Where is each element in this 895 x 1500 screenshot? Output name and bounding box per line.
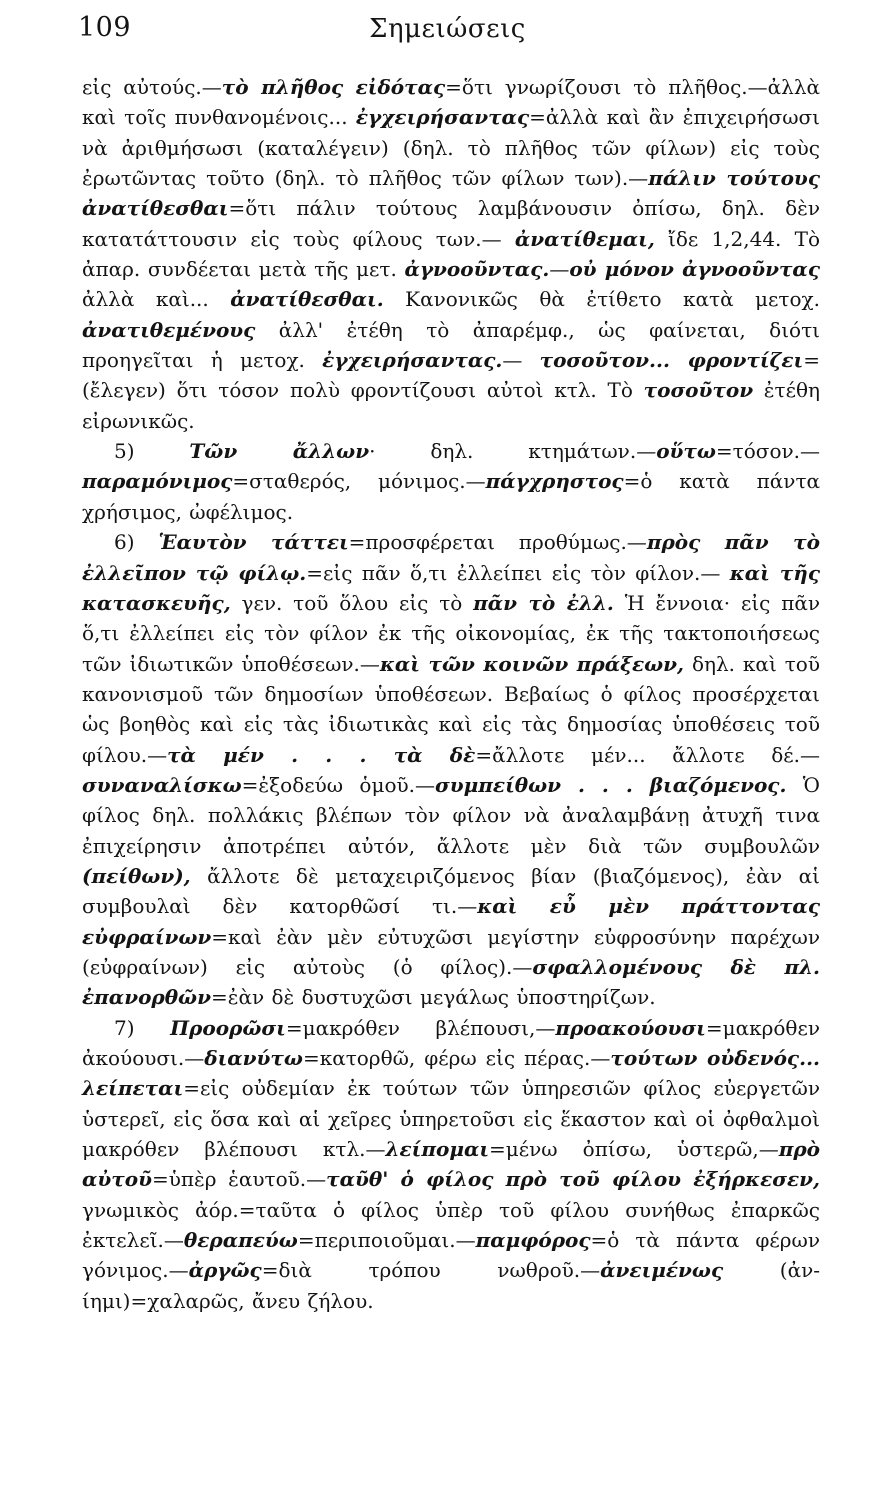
gloss-text: ἄλλοτε δὲ μεταχειριζόμενος βίαν (βιαζόμενος), ἐὰν αἱ συμβουλαὶ δὲν κατορθῶσί τι.—	[82, 863, 820, 919]
note-paragraph	[82, 1013, 820, 1316]
gloss-text: =περιποιοῦμαι.—	[297, 1228, 476, 1253]
gloss-text: =ἄλλοτε μέν... ἄλλοτε δέ.—	[475, 742, 820, 767]
gloss-text: =κατορθῶ, φέρω εἰς πέρας.—	[302, 1046, 611, 1070]
running-title: Σημειώσεις	[369, 14, 526, 44]
lemma-term: τὰ μέν . . . τὰ δὲ	[167, 742, 476, 767]
lemma-term: παραμόνιμος	[82, 469, 233, 494]
gloss-text: =ἐὰν δὲ δυστυχῶσι μεγάλως ὑποστηρίζων.	[210, 985, 656, 1010]
gloss-text: =τόσον.—	[715, 439, 820, 464]
gloss-text: =ὅτι πάλιν τούτους λαμβάνουσιν ὀπίσω, δηλ. δὲν κατατάττουσιν εἰς τοὺς φίλους των.—	[82, 196, 820, 251]
lemma-term: πάλιν τούτους ἀνατίθεσθαι	[82, 166, 820, 221]
gloss-text: ἀλλ' ἐτέθη τὸ ἀπαρέμφ., ὡς φαίνεται, διότι προηγεῖται ἡ μετοχ.	[82, 317, 820, 373]
note-paragraph	[82, 436, 820, 527]
gloss-text: γεν. τοῦ ὅλου εἰς τὸ	[230, 590, 474, 615]
lemma-term: λείπομαι	[385, 1137, 490, 1162]
lemma-term: θεραπεύω	[183, 1228, 298, 1253]
gloss-text: =προσφέρεται προθύμως.—	[348, 530, 647, 555]
lemma-term: σφαλλομένους δὲ πλ. ἐπανορθῶν	[82, 954, 820, 1010]
gloss-text: =ἐξοδεύω ὁμοῦ.—	[241, 772, 436, 797]
lemma-term: τοσοῦτον	[643, 378, 754, 403]
gloss-text: =ὑπὲρ ἑαυτοῦ.—	[151, 1167, 327, 1192]
lemma-term: οὐ μόνον ἀγνοοῦντας	[569, 257, 820, 282]
gloss-text: =μένω ὀπίσω, ὑστερῶ,—	[489, 1137, 779, 1162]
lemma-term: καὶ εὖ μὲν πράττοντας εὐφραίνων	[82, 894, 820, 949]
gloss-text: δηλ. καὶ τοῦ κανονισμοῦ τῶν δημοσίων ὑποθέσεων. Βεβαίως ὁ φίλος προσέρχεται ὡς βοηθὸς καὶ εἰς τὰς ἰδιωτικὰς καὶ εἰς τὰς δημοσίας ὑποθέσεις τοῦ φίλου.—	[82, 651, 820, 767]
note-paragraph	[82, 72, 820, 436]
gloss-text: =ὁ κατὰ πάντα χρήσιμος, ὠφέλιμος.	[82, 469, 821, 524]
gloss-text: =ἀλλὰ καὶ ἂν ἐπιχειρήσωσι νὰ ἀριθμήσωσι (καταλέγειν) (δηλ. τὸ πλῆθος τῶν φίλων) εἰς τοὺς ἐρωτῶντας τοῦτο (δηλ. τὸ πλῆθος τῶν φίλων των).—	[82, 105, 820, 191]
gloss-text: 5)	[114, 439, 190, 464]
lemma-term: ἀνατίθεμαι,	[514, 226, 655, 251]
gloss-text: =σταθερός, μόνιμος.—	[232, 469, 486, 494]
gloss-text: =καὶ ἐὰν μὲν εὐτυχῶσι μεγίστην εὐφροσύνην παρέχων (εὐφραίνων) εἰς αὐτοὺς (ὁ φίλος).—	[82, 924, 820, 979]
lemma-term: τούτων οὐδενός... λείπεται	[82, 1046, 820, 1101]
lemma-term: πάγχρηστος	[485, 469, 624, 494]
note-paragraph	[82, 527, 820, 1013]
lemma-term: (πείθων),	[82, 863, 191, 888]
gloss-text: =εἰς πᾶν ὅ,τι ἐλλείπει εἰς τὸν φίλον.—	[306, 560, 730, 585]
gloss-text: =ὁ τὰ πάντα φέρων γόνιμος.—	[82, 1228, 820, 1283]
lemma-term: Τῶν ἄλλων	[189, 439, 370, 464]
gloss-text: 6)	[114, 530, 159, 555]
gloss-text: —	[549, 257, 570, 282]
lemma-term: ἐγχειρήσαντας	[355, 105, 530, 130]
gloss-text: 7)	[114, 1015, 171, 1040]
lemma-term: προακούουσι	[555, 1015, 706, 1040]
gloss-text: =διὰ τρόπου νωθροῦ.—	[261, 1258, 601, 1283]
gloss-text: =μακρόθεν βλέπουσι,—	[285, 1015, 556, 1040]
lemma-term: τὸ πλῆθος εἰδότας	[221, 75, 446, 99]
gloss-text: Ὁ φίλος δηλ. πολλάκις βλέπων τὸν φίλον νὰ ἀναλαμβάνῃ ἀτυχῆ τινα ἐπιχείρησιν ἀποτρέπει αὐτόν, ἄλλοτε μὲν διὰ τῶν συμβουλῶν	[82, 772, 820, 858]
gloss-text: ἴδε 1,2,44. Τὸ ἀπαρ. συνδέεται μετὰ τῆς μετ.	[82, 226, 821, 282]
lemma-term: συμπείθων . . . βιαζόμενος.	[435, 772, 787, 797]
gloss-text: ἐτέθη εἰρωνικῶς.	[82, 378, 820, 433]
gloss-text: Ἡ ἔννοια· εἰς πᾶν ὅ,τι ἐλλείπει εἰς τὸν φίλον ἐκ τῆς οἰκονομίας, ἐκ τῆς τακτοποιήσεως τῶν ἰδιωτικῶν ὑποθέσεων.—	[82, 590, 821, 676]
gloss-text: =(ἔλεγεν) ὅτι τόσον πολὺ φροντίζουσι αὐτοὶ κτλ. Τὸ	[82, 348, 820, 403]
gloss-text: =μακρόθεν ἀκούουσι.—	[82, 1015, 820, 1070]
lemma-term: παμφόρος	[475, 1228, 591, 1253]
lemma-term: Προορῶσι	[170, 1015, 286, 1040]
gloss-text: εἰς αὐτούς.—	[82, 75, 222, 99]
gloss-text: =εἰς οὐδεμίαν ἐκ τούτων τῶν ὑπηρεσιῶν φίλος εὐεργετῶν ὑστερεῖ, εἰς ὅσα καὶ αἱ χεῖρες ὑπηρετοῦσι εἰς ἕκαστον καὶ οἱ ὀφθαλμοὶ μακρόθεν βλέπουσι κτλ.—	[82, 1076, 820, 1162]
gloss-text: Κανονικῶς θὰ ἐτίθετο κατὰ μετοχ.	[383, 287, 821, 312]
gloss-text: =ὅτι γνωρίζουσι τὸ πλῆθος.—ἀλλὰ καὶ τοῖς πυνθανομένοις...	[82, 75, 820, 130]
lemma-term: ἀνατίθεσθαι.	[230, 287, 384, 312]
lemma-term: ἀγνοοῦντας.	[404, 257, 550, 282]
lemma-term: πρὸ αὐτοῦ	[82, 1137, 820, 1192]
lemma-term: ἐγχειρήσαντας.	[322, 348, 503, 373]
gloss-text: (ἀν-ίημι)=χαλαρῶς, ἄνευ ζήλου.	[82, 1258, 820, 1313]
page-header	[78, 12, 817, 52]
gloss-text: —	[502, 348, 540, 373]
lemma-term: οὕτω	[656, 439, 716, 464]
gloss-text: γνωμικὸς ἀόρ.=ταῦτα ὁ φίλος ὑπὲρ τοῦ φίλου συνήθως ἐπαρκῶς ἐκτελεῖ.—	[82, 1197, 820, 1253]
lemma-term: πᾶν τὸ ἐλλ.	[473, 590, 614, 615]
notes-body	[82, 72, 820, 1316]
lemma-term: διανύτω	[204, 1046, 303, 1070]
lemma-term: καὶ τῶν κοινῶν πράξεων,	[379, 651, 684, 676]
lemma-term: ἀνειμένως	[600, 1258, 724, 1283]
lemma-term: καὶ τῆς κατασκευῆς,	[82, 560, 820, 615]
lemma-term: ἀνατιθεμένους	[82, 317, 256, 342]
lemma-term: ἀργῶς	[188, 1258, 262, 1283]
lemma-term: Ἑαυτὸν τάττει	[158, 530, 349, 555]
gloss-text: · δηλ. κτημάτων.—	[369, 439, 657, 464]
lemma-term: πρὸς πᾶν τὸ ἐλλεῖπον τῷ φίλῳ.	[82, 530, 820, 585]
lemma-term: συναναλίσκω	[82, 772, 242, 797]
gloss-text: ἀλλὰ καὶ...	[82, 287, 231, 312]
page-number: 109	[78, 12, 132, 43]
lemma-term: τοσοῦτον... φροντίζει	[539, 348, 804, 373]
lemma-term: ταῦθ' ὁ φίλος πρὸ τοῦ φίλου ἐξήρκεσεν,	[326, 1167, 820, 1192]
